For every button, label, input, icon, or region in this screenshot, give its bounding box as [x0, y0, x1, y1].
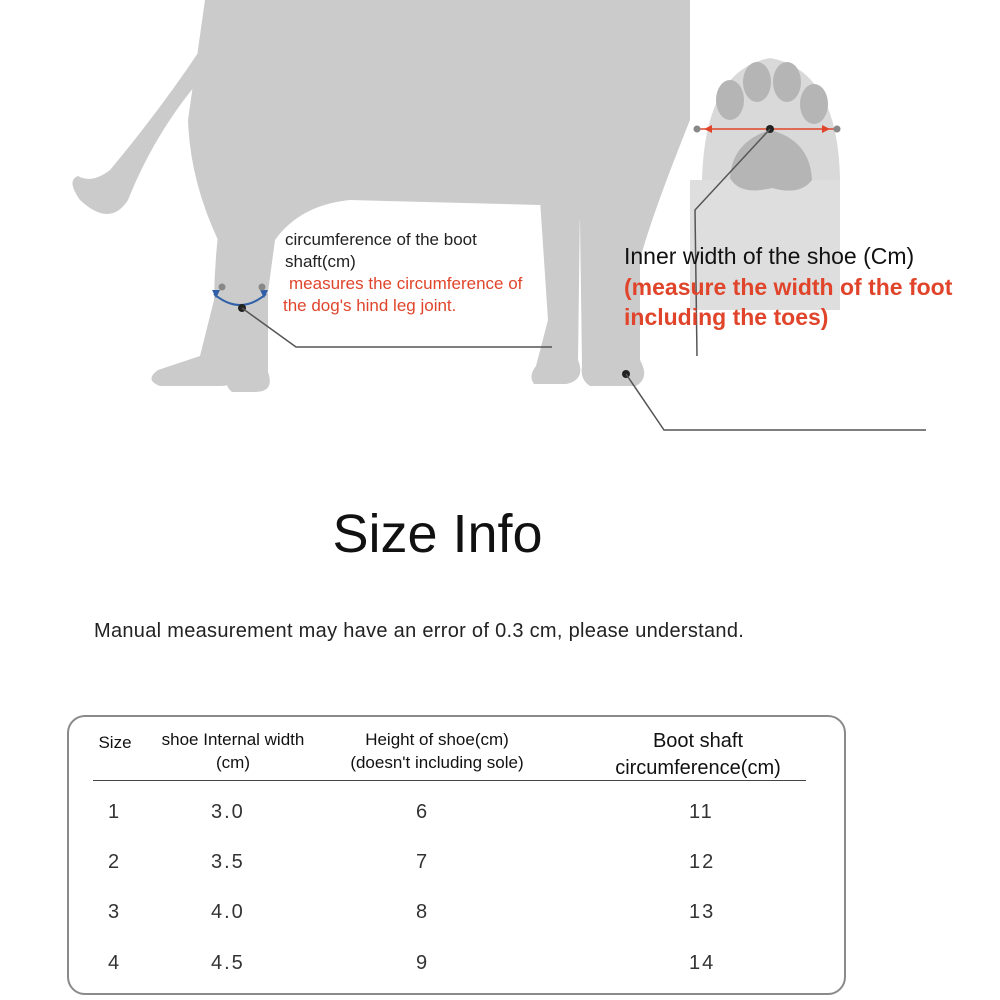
cell-internal-width: 4.0: [211, 901, 245, 923]
cell-boot-shaft: 14: [689, 952, 716, 974]
header-shoe-height-line-1: Height of shoe(cm): [365, 730, 509, 749]
dog-silhouette: [72, 0, 690, 392]
cell-boot-shaft: 13: [689, 901, 716, 923]
table-row: [0, 851, 1000, 881]
header-divider: [93, 780, 806, 781]
header-size: Size: [98, 733, 132, 752]
inner-width-note: [624, 272, 952, 332]
table-row: [0, 901, 1000, 931]
header-internal-width: [140, 728, 326, 774]
header-shoe-height: [322, 728, 552, 774]
foot-width-indicator: [622, 370, 926, 430]
header-boot-shaft: [583, 728, 813, 782]
cell-internal-width: 4.5: [211, 952, 245, 974]
cell-boot-shaft: 11: [689, 801, 714, 823]
table-row: [0, 801, 1000, 831]
cell-internal-width: 3.5: [211, 851, 245, 873]
boot-shaft-note: [283, 273, 522, 317]
inner-width-note-line-2: including the toes): [624, 304, 829, 330]
header-internal-width-line-1: shoe Internal width: [161, 730, 305, 749]
cell-shoe-height: 7: [416, 851, 430, 873]
boot-shaft-note-line-1: measures the circumference of: [289, 274, 523, 293]
page-title: Size Info: [332, 504, 543, 564]
header-shoe-height-line-2: (doesn't including sole): [350, 753, 524, 772]
header-internal-width-line-2: (cm): [216, 753, 250, 772]
header-boot-shaft-line-1: Boot shaft: [652, 730, 744, 752]
cell-shoe-height: 8: [416, 901, 430, 923]
cell-boot-shaft: 12: [689, 851, 716, 873]
cell-size: 2: [108, 851, 122, 873]
boot-shaft-label-line-2: shaft(cm): [285, 252, 356, 271]
header-boot-shaft-line-2: circumference(cm): [615, 757, 781, 779]
cell-size: 1: [108, 801, 122, 823]
measurement-notice: Manual measurement may have an error of 0.3 cm, please understand.: [94, 620, 745, 642]
boot-shaft-label: [285, 229, 477, 273]
cell-shoe-height: 9: [416, 952, 430, 974]
cell-shoe-height: 6: [416, 801, 430, 823]
boot-shaft-note-line-2: the dog's hind leg joint.: [283, 296, 457, 315]
dog-measurement-illustration: [0, 0, 1000, 460]
boot-shaft-label-line-1: circumference of the boot: [285, 230, 477, 249]
cell-size: 4: [108, 952, 122, 974]
cell-size: 3: [108, 901, 122, 923]
inner-width-label: Inner width of the shoe (Cm): [624, 243, 915, 269]
table-row: [0, 952, 1000, 982]
inner-width-note-line-1: (measure the width of the foot: [624, 274, 953, 300]
cell-internal-width: 3.0: [211, 801, 245, 823]
